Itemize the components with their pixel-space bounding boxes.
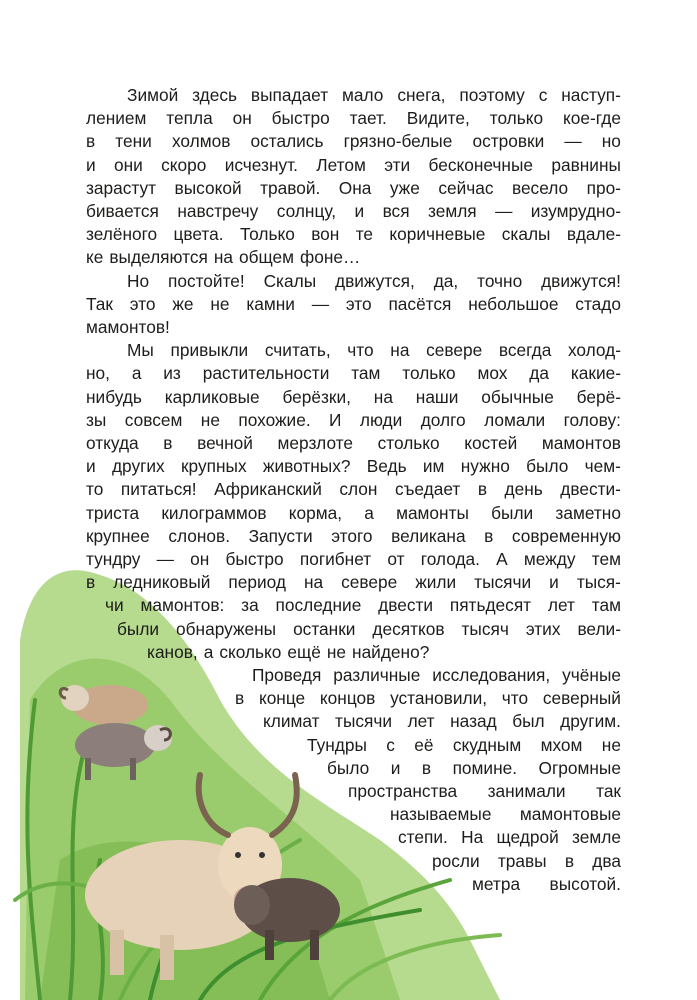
word: стадо [575, 293, 621, 314]
text-line [307, 734, 621, 757]
word: про- [586, 177, 621, 198]
word: десятков [372, 618, 445, 639]
word: Зимой [127, 85, 179, 105]
word: два [592, 850, 621, 871]
word: корма, [288, 502, 343, 523]
word: называемые [390, 804, 492, 825]
word: животных? [262, 456, 351, 477]
word: выделяются [109, 247, 208, 268]
word: небольшое [468, 293, 559, 314]
word: лет [547, 595, 575, 616]
text-line [86, 455, 621, 478]
word: они [113, 154, 143, 175]
word: то [86, 479, 104, 500]
word: высокой [174, 177, 242, 198]
word: Африканский [214, 479, 322, 500]
word: он [232, 108, 252, 129]
word: пространства [348, 781, 458, 801]
word: высотой. [549, 873, 621, 894]
word: щедрой [496, 827, 559, 848]
word: да [529, 363, 549, 384]
word: столько [377, 433, 440, 453]
word: равнины [551, 154, 621, 175]
word: был [512, 711, 545, 732]
text-line [252, 664, 621, 687]
word: с [538, 85, 548, 105]
word: питаться! [120, 479, 197, 500]
word: навстречу [177, 201, 259, 221]
word: найдено? [352, 641, 430, 662]
word: а [203, 641, 214, 662]
text-line [348, 780, 621, 803]
word: тени [115, 131, 152, 152]
word: тундру [86, 549, 141, 569]
word: только [489, 108, 544, 129]
word: ломали [484, 409, 546, 430]
word: тысячи [335, 711, 393, 732]
word: слонов. [168, 525, 230, 546]
word: — [311, 293, 330, 314]
word: климат [263, 711, 320, 732]
word: что [501, 688, 529, 709]
word: тем [591, 549, 621, 569]
word: росли [432, 850, 480, 871]
word: период [228, 572, 286, 593]
word: и [354, 201, 365, 221]
word: растительности [202, 363, 330, 384]
word: последние [275, 595, 362, 616]
word: в [235, 688, 245, 709]
text-line [86, 432, 621, 455]
word: тает. [349, 108, 387, 129]
word: триста [86, 502, 140, 523]
word: занимали [487, 781, 566, 801]
text-line [432, 850, 621, 873]
text-line [127, 84, 621, 107]
word: снега, [397, 85, 446, 105]
word: заметно [555, 502, 621, 523]
word: учёные [562, 665, 621, 685]
word: обычные [481, 386, 554, 407]
word: великана [391, 525, 466, 546]
word: берёзки, [282, 386, 351, 407]
word: зы [86, 409, 107, 430]
word: в [163, 433, 173, 453]
word: не [601, 734, 621, 755]
word: современную [511, 525, 621, 546]
word: в [86, 131, 96, 152]
text-line [86, 362, 621, 385]
word: мало [342, 85, 384, 105]
word: Мы [127, 340, 154, 361]
word: Тундры [307, 734, 367, 755]
word: мамонтов! [86, 317, 170, 337]
word: там [351, 363, 381, 384]
word: уже [389, 177, 420, 198]
word: двести- [560, 479, 621, 500]
word: быстро [225, 549, 284, 569]
word: Проведя [252, 665, 322, 685]
word: солнцу, [276, 201, 337, 221]
word: тысячи [474, 572, 532, 593]
word: Она [338, 177, 372, 198]
text-line [86, 548, 621, 571]
word: исчезнут. [224, 154, 298, 175]
word: Скалы [263, 270, 317, 291]
word: канов, [147, 641, 198, 662]
word: севере [341, 572, 398, 593]
word: он [190, 549, 210, 569]
word: наши [415, 386, 459, 407]
word: островки [472, 131, 545, 152]
word: пасётся [388, 293, 452, 314]
word: было [526, 456, 569, 477]
word: мамонты [396, 502, 469, 523]
word: между [523, 549, 576, 569]
word: были [491, 502, 534, 523]
word: съедает [394, 479, 461, 500]
word: коричневые [389, 224, 486, 245]
word: на [303, 572, 324, 593]
word: голода. [420, 549, 480, 569]
word: остались [250, 131, 324, 152]
word: ещё [287, 641, 321, 662]
text-line [117, 618, 621, 641]
word: другим. [560, 711, 621, 732]
word: этого [331, 525, 373, 546]
word: в [477, 479, 488, 500]
word: грязно-белые [343, 131, 453, 152]
word: мамонтовые [519, 804, 621, 825]
word: травой. [260, 177, 321, 198]
text-line [86, 200, 621, 223]
word: те [355, 224, 374, 245]
word: от [387, 549, 405, 569]
word: тепла [166, 108, 213, 129]
word: земля [427, 201, 477, 221]
word: эти [384, 154, 411, 175]
word: северный [542, 688, 621, 709]
word: нужно [460, 456, 510, 477]
text-line [127, 339, 621, 362]
word: — [156, 549, 174, 569]
word: сколько [219, 641, 282, 662]
word: бивается [86, 201, 159, 221]
word: холмов [171, 131, 231, 152]
word: исследования, [432, 665, 551, 685]
word: но [601, 131, 621, 152]
word: На [461, 827, 484, 848]
word: слон [339, 479, 378, 500]
text-line [472, 873, 621, 896]
word: скудным [452, 734, 522, 755]
word: скоро [161, 154, 207, 175]
word: в [484, 525, 494, 546]
word: же [172, 293, 194, 314]
word: — [564, 131, 582, 152]
word: земле [572, 827, 621, 848]
word: наступ- [561, 85, 621, 105]
word: да, [433, 270, 459, 291]
word: день [504, 479, 543, 500]
word: килограммов [161, 502, 267, 523]
word: что [347, 340, 374, 361]
word: это [129, 293, 156, 314]
text-line [86, 107, 621, 130]
word: зарастут [86, 177, 157, 198]
word: обнаружены [176, 618, 277, 639]
word: этих [525, 618, 561, 639]
word: здесь [192, 85, 238, 105]
word: установили, [390, 688, 488, 709]
word: откуда [86, 433, 139, 453]
word: бесконечные [428, 154, 534, 175]
word: вечной [197, 433, 253, 453]
word: Ведь [366, 456, 407, 477]
word: берё- [576, 386, 621, 407]
word: других [111, 456, 165, 477]
word: были [117, 618, 160, 639]
word: совсем [124, 409, 183, 430]
word: быстро [271, 108, 330, 129]
text-line [86, 316, 621, 339]
word: конце [258, 688, 306, 709]
word: пятьдесят [449, 595, 532, 616]
word: на [373, 386, 393, 407]
word: в [564, 850, 575, 871]
word: концов [319, 688, 376, 709]
text-line [86, 130, 621, 153]
word: движутся! [541, 270, 621, 291]
word: мамонтов [541, 433, 621, 453]
text-line [327, 757, 621, 780]
word: сейчас [438, 177, 494, 198]
word: голову: [563, 409, 621, 430]
word: лением [86, 108, 147, 129]
word: это [345, 293, 372, 314]
text-line [263, 710, 621, 733]
text-line [86, 409, 621, 432]
word: останки [293, 618, 356, 639]
word: жили [415, 572, 457, 593]
word: вон [311, 224, 340, 245]
word: только [402, 363, 456, 384]
word: Видите, [406, 108, 470, 129]
word: степи. [398, 827, 448, 848]
text-line [235, 687, 621, 710]
word: крупнее [86, 525, 150, 546]
word: в [86, 572, 96, 593]
word: так [596, 781, 621, 801]
word: люди [359, 409, 403, 430]
word: выпадает [250, 85, 329, 105]
word: лет [407, 711, 435, 732]
word: Летом [316, 154, 366, 175]
text-line [147, 641, 621, 664]
word: а [131, 363, 142, 384]
word: с [386, 734, 395, 755]
word: мерзлоте [277, 433, 354, 453]
text-line [86, 293, 621, 316]
word: вся [382, 201, 410, 221]
word: мхом [540, 734, 583, 755]
word: за [241, 595, 259, 616]
text-line [390, 803, 621, 826]
word: погибнет [299, 549, 372, 569]
word: ке [86, 247, 104, 268]
word: не [200, 409, 220, 430]
word: а [364, 502, 374, 523]
word: но, [86, 363, 110, 384]
text-line [86, 223, 621, 246]
word: фоне… [300, 247, 361, 268]
word: не [210, 293, 230, 314]
word: похожие. [238, 409, 311, 430]
word: чем- [584, 456, 621, 477]
word: камни [246, 293, 295, 314]
word: точно [477, 270, 523, 291]
word: и [86, 154, 96, 175]
word: всегда [498, 340, 552, 361]
word: двести [378, 595, 434, 616]
word: — [495, 201, 513, 221]
word: кое-где [563, 108, 621, 129]
text-line [86, 386, 621, 409]
word: Но [127, 270, 150, 291]
text-line [86, 502, 621, 525]
word: назад [450, 711, 497, 732]
word: поэтому [459, 85, 525, 105]
word: не [326, 641, 347, 662]
word: травы [497, 850, 547, 871]
word: мох [477, 363, 508, 384]
word: Огромные [538, 757, 621, 778]
word: зелёного [86, 224, 158, 245]
word: весело [511, 177, 569, 198]
word: в [421, 757, 432, 778]
word: тыся- [576, 572, 621, 593]
text-line [127, 270, 621, 293]
text-line [86, 246, 621, 269]
word: нибудь [86, 386, 142, 407]
word: севере [426, 340, 483, 361]
word: мамонтов: [140, 595, 225, 616]
word: там [591, 595, 621, 616]
word: её [414, 734, 434, 755]
word: и [549, 572, 559, 593]
word: им [422, 456, 445, 477]
word: Запусти [248, 525, 313, 546]
text-line [105, 594, 621, 617]
text-line [86, 525, 621, 548]
word: И [329, 409, 342, 430]
word: А [496, 549, 508, 569]
word: постойте! [167, 270, 245, 291]
word: чи [105, 595, 124, 616]
word: привыкли [170, 340, 249, 361]
word: холод- [567, 340, 621, 361]
word: и [86, 456, 96, 477]
word: долго [420, 409, 466, 430]
word: помине. [452, 757, 518, 778]
word: скалы [501, 224, 551, 245]
word: какие- [570, 363, 621, 384]
word: из [163, 363, 181, 384]
text-line [86, 154, 621, 177]
word: вдале- [566, 224, 621, 245]
word: ледниковый [113, 572, 211, 593]
word: общем [239, 247, 295, 268]
word: крупных [181, 456, 247, 477]
word: вели- [577, 618, 621, 639]
word: и [390, 757, 401, 778]
word: на [390, 340, 410, 361]
text-line [86, 571, 621, 594]
word: цвета. [173, 224, 224, 245]
word: тысяч [461, 618, 509, 639]
text-line [398, 826, 621, 849]
word: Только [239, 224, 295, 245]
word: метра [472, 873, 521, 894]
word: костей [464, 433, 518, 453]
text-line [86, 478, 621, 501]
word: изумрудно- [530, 201, 621, 221]
word: карликовые [164, 386, 260, 407]
text-line [86, 177, 621, 200]
word: на [213, 247, 233, 268]
word: движутся, [335, 270, 415, 291]
word: было [327, 757, 370, 778]
word: считать, [264, 340, 331, 361]
word: Так [86, 293, 113, 314]
word: различные [333, 665, 421, 685]
